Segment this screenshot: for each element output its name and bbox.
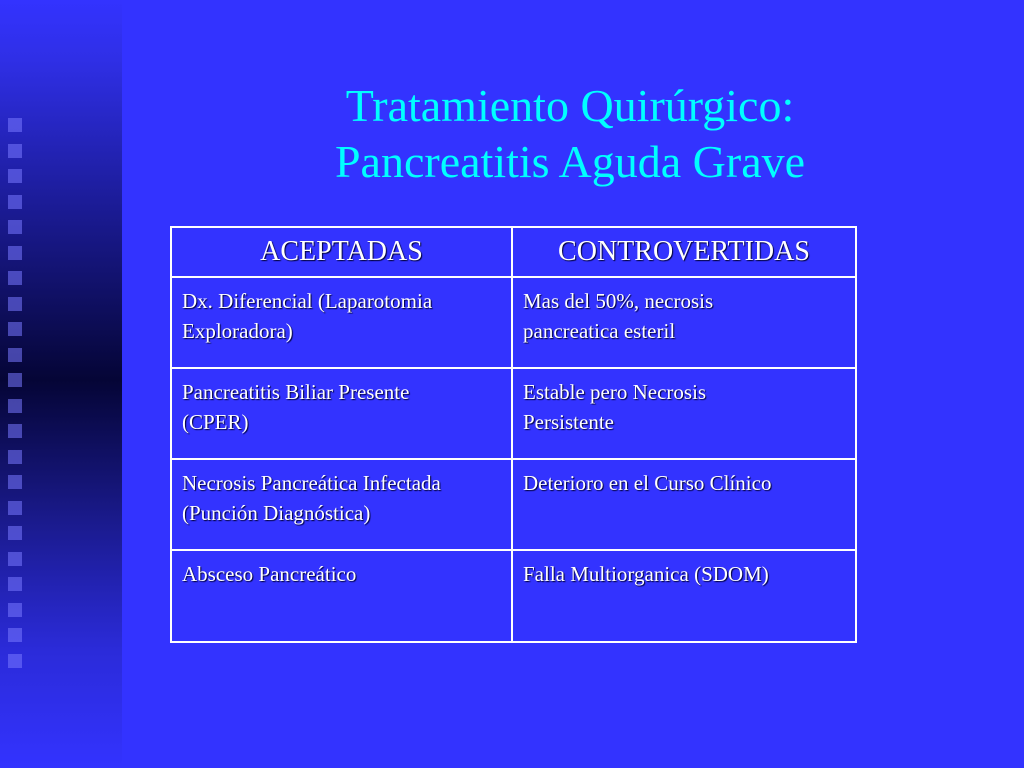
- table-row: [171, 368, 856, 459]
- cell-controvertidas: [512, 459, 856, 550]
- decorative-square: [8, 424, 22, 438]
- cell-line: Absceso Pancreático: [182, 562, 357, 586]
- decorative-square: [8, 195, 22, 209]
- decorative-square: [8, 399, 22, 413]
- decorative-square: [8, 552, 22, 566]
- table-row: [171, 550, 856, 642]
- decorative-side-strip: [0, 0, 122, 768]
- header-controvertidas: CONTROVERTIDAS: [512, 227, 856, 277]
- decorative-square: [8, 603, 22, 617]
- cell-line: Falla Multiorganica (SDOM): [523, 562, 769, 586]
- decorative-square: [8, 169, 22, 183]
- decorative-square: [8, 501, 22, 515]
- decorative-square: [8, 246, 22, 260]
- decorative-square: [8, 450, 22, 464]
- cell-line: Dx. Diferencial (Laparotomia: [182, 289, 433, 313]
- cell-line: Exploradora): [182, 319, 293, 343]
- decorative-square: [8, 220, 22, 234]
- cell-line: (CPER): [182, 410, 249, 434]
- cell-aceptadas: [171, 368, 512, 459]
- cell-controvertidas: [512, 550, 856, 642]
- title-line-2: Pancreatitis Aguda Grave: [334, 136, 806, 187]
- cell-aceptadas: [171, 459, 512, 550]
- decorative-square: [8, 297, 22, 311]
- slide-title: [240, 78, 900, 190]
- title-line-1: Tratamiento Quirúrgico:: [345, 80, 795, 131]
- cell-line: pancreatica esteril: [523, 319, 676, 343]
- decorative-square: [8, 271, 22, 285]
- decorative-square: [8, 373, 22, 387]
- cell-line: Deterioro en el Curso Clínico: [523, 471, 772, 495]
- cell-line: Mas del 50%, necrosis: [523, 289, 714, 313]
- cell-aceptadas: [171, 550, 512, 642]
- decorative-square: [8, 654, 22, 668]
- decorative-square: [8, 577, 22, 591]
- cell-line: Persistente: [523, 410, 614, 434]
- cell-line: Estable pero Necrosis: [523, 380, 707, 404]
- header-aceptadas: ACEPTADAS: [171, 227, 512, 277]
- decorative-square: [8, 144, 22, 158]
- cell-controvertidas: [512, 277, 856, 368]
- decorative-squares: [8, 118, 28, 679]
- decorative-square: [8, 322, 22, 336]
- table-row: [171, 277, 856, 368]
- table-header-row: [171, 227, 856, 277]
- decorative-square: [8, 348, 22, 362]
- cell-line: Pancreatitis Biliar Presente: [182, 380, 410, 404]
- table-row: [171, 459, 856, 550]
- decorative-square: [8, 475, 22, 489]
- cell-line: Necrosis Pancreática Infectada: [182, 471, 441, 495]
- cell-line: (Punción Diagnóstica): [182, 501, 371, 525]
- cell-aceptadas: [171, 277, 512, 368]
- decorative-square: [8, 628, 22, 642]
- decorative-square: [8, 526, 22, 540]
- decorative-square: [8, 118, 22, 132]
- treatment-table: [170, 226, 857, 643]
- cell-controvertidas: [512, 368, 856, 459]
